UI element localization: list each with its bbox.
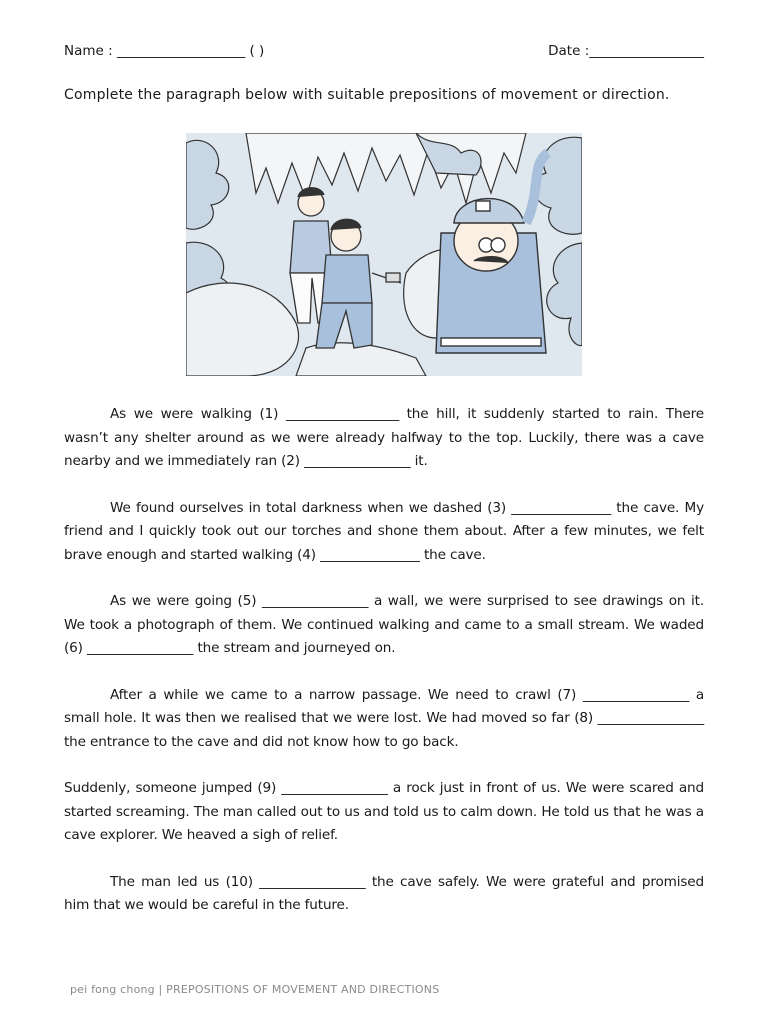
story-paragraph-5: Suddenly, someone jumped (9) ________________ a rock just in front of us. We were scared and started screaming. The man called out to us and told us to calm down. He told us that he was a cave explorer. We heaved a sigh of relief. <box>64 780 704 843</box>
cave-scene-drawing <box>186 133 582 376</box>
date-field-label: Date :_________________ <box>548 43 704 59</box>
story-paragraph-2: We found ourselves in total darkness when we dashed (3) _______________ the cave. My friend and I quickly took out our torches and shone them about. After a few minutes, we felt brave enough and started walking (4) _______________ the cave. <box>64 499 704 563</box>
cave-illustration <box>186 133 582 376</box>
story-paragraph-4: After a while we came to a narrow passage. We need to crawl (7) ________________ a small hole. It was then we realised that we were lost. We had moved so far (8) ________________ the entrance to the cave and did not know how to go back. <box>64 686 704 750</box>
page-footer: pei fong chong | PREPOSITIONS OF MOVEMENT AND DIRECTIONS <box>70 983 440 996</box>
story-paragraph-1: As we were walking (1) _________________ the hill, it suddenly started to rain. There wasn’t any shelter around as we were already halfway to the top. Luckily, there was a cave nearby and we immediately ran (2) ________________ it. <box>64 406 704 469</box>
instructions-text: Complete the paragraph below with suitable prepositions of movement or direction. <box>64 87 670 103</box>
story-paragraph-3: As we were going (5) ________________ a wall, we were surprised to see drawings on it. We took a photograph of them. We continued walking and came to a small stream. We waded (6) ________________ the stream and journeyed on. <box>64 593 704 656</box>
name-field-label: Name : ___________________ ( ) <box>64 43 265 59</box>
story-paragraph-6: The man led us (10) ________________ the cave safely. We were grateful and promised him that we would be careful in the future. <box>64 873 704 913</box>
worksheet-header <box>64 43 704 63</box>
story-text <box>64 403 704 941</box>
